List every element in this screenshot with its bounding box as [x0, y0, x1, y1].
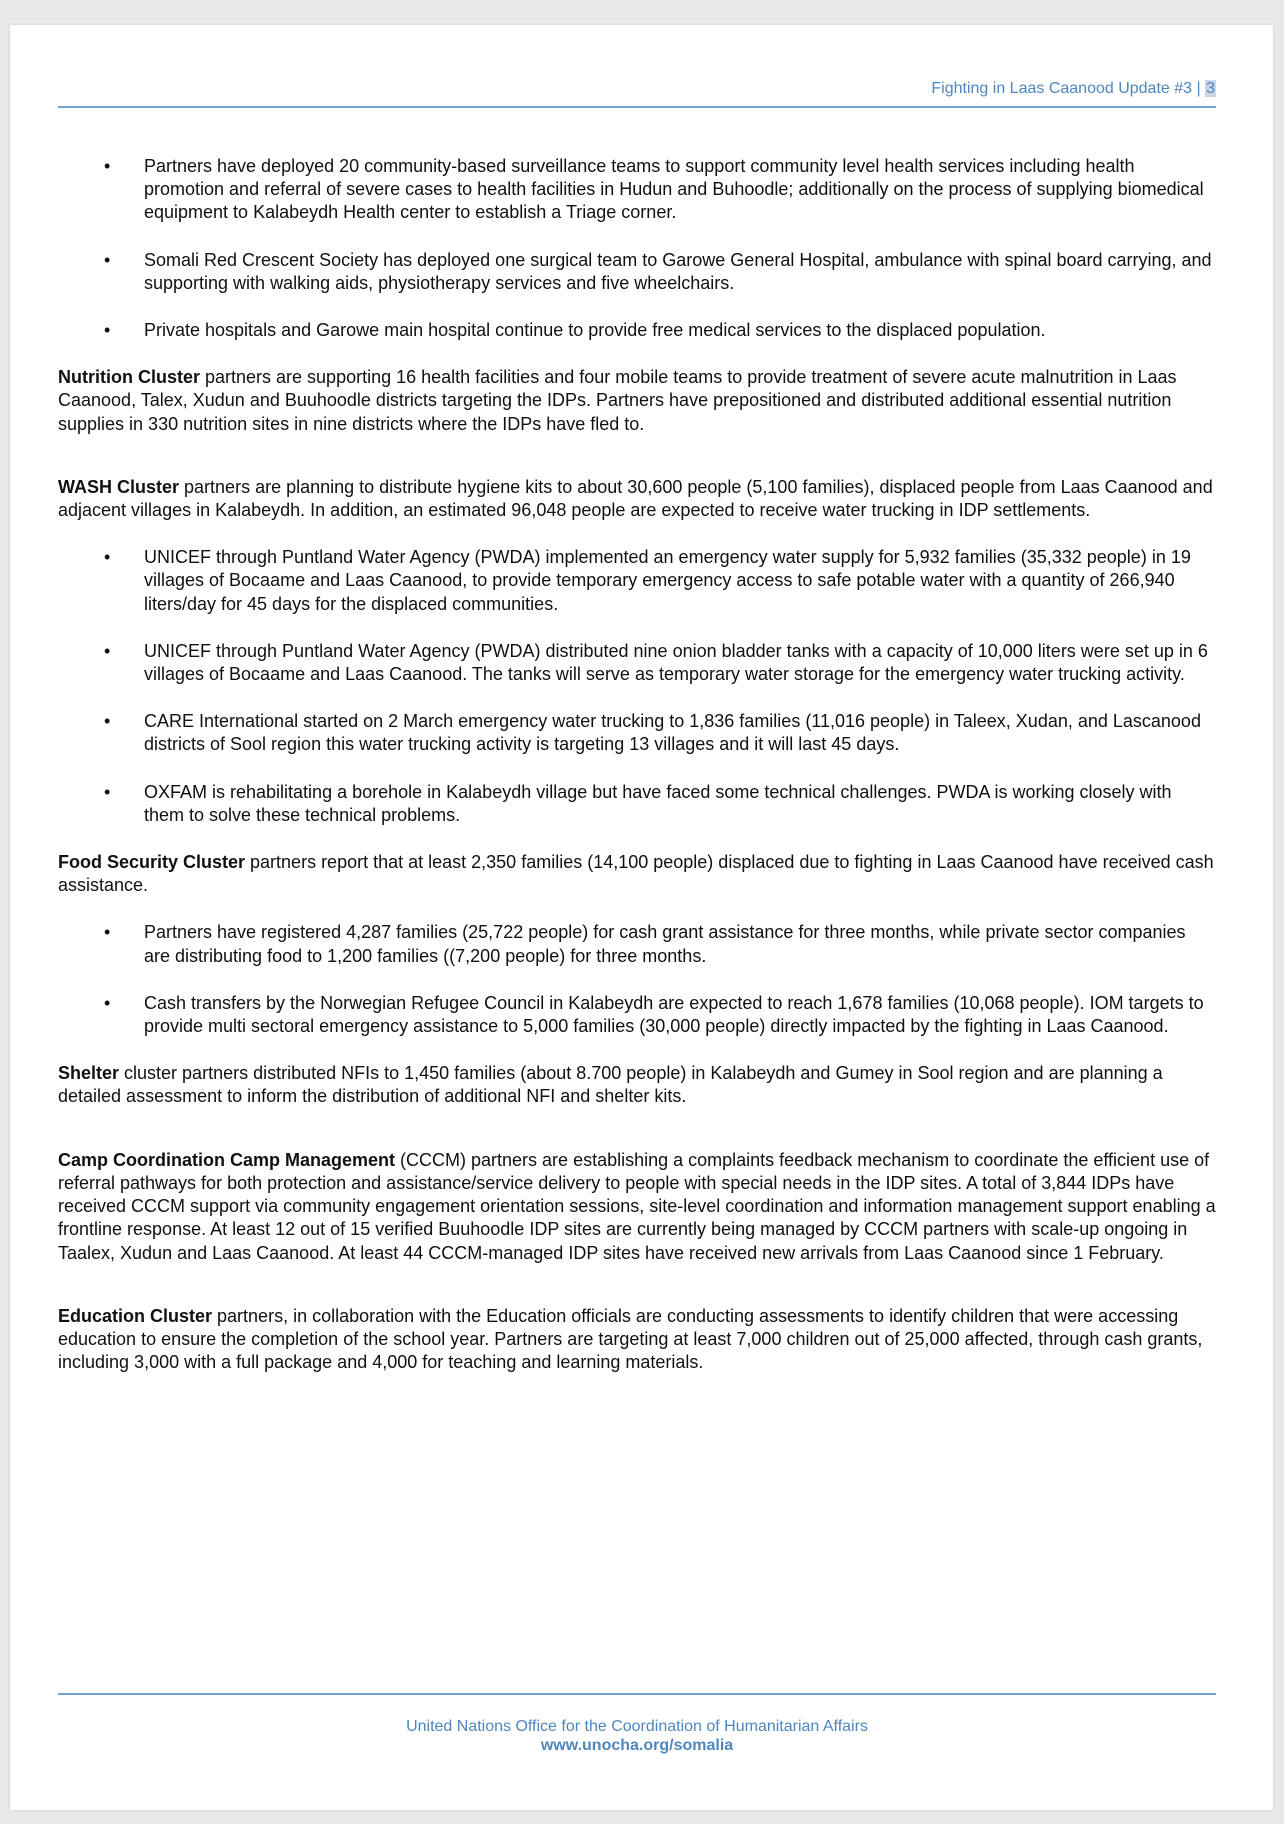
bullet-icon: •	[104, 640, 111, 661]
bullet-text: Private hospitals and Garowe main hospital continue to provide free medical services to the displaced population.	[144, 320, 1046, 341]
education-text: partners, in collaboration with the Education officials are conducting assessments to identify children that were accessing education to ensure the completion of the school year. Partners are targeting at least 7,000 children out of 25,000 affected, through cash grants, including 3,000 with a full package and 4,000 for teaching and learning materials.	[58, 1305, 1203, 1373]
wash-heading: WASH Cluster	[58, 476, 180, 497]
bullet-icon: •	[104, 781, 111, 802]
bullet-icon: •	[104, 320, 111, 341]
wash-text: partners are planning to distribute hygiene kits to about 30,600 people (5,100 families), displaced people from Laas Caanood and adjacent villages in Kalabeydh. In addition, an estimated 96,048 people are expected to receive water trucking in IDP settlements.	[58, 476, 1213, 521]
nutrition-paragraph	[58, 366, 1218, 436]
bullet-text: Partners have deployed 20 community-based surveillance teams to support community level health services including health promotion and referral of severe cases to health facilities in Hudun and Buhoodle; additionally on the process of supplying biomedical equipment to Kalabeydh Health center to establish a Triage corner.	[144, 156, 1204, 223]
bullet-icon: •	[104, 156, 111, 176]
wash-bullet-list	[58, 546, 1218, 827]
list-item	[58, 921, 1218, 967]
shelter-text: cluster partners distributed NFIs to 1,450 families (about 8.700 people) in Kalabeydh and Gumey in Sool region and are planning a detailed assessment to inform the distribution of additional NFI and shelter kits.	[58, 1063, 1163, 1107]
footer-url-link[interactable]: www.unocha.org/somalia	[540, 1737, 734, 1754]
bullet-icon: •	[104, 249, 111, 270]
wash-paragraph	[58, 476, 1218, 522]
bullet-icon: •	[104, 711, 111, 732]
list-item	[58, 249, 1218, 295]
list-item	[58, 546, 1218, 616]
list-item	[58, 710, 1218, 756]
bullet-text: UNICEF through Puntland Water Agency (PWDA) implemented an emergency water supply for 5,932 families (35,332 people) in 19 villages of Bocaame and Laas Caanood, to provide temporary emergency access to safe potable water with a quantity of 266,940 liters/day for 45 days for the displaced communities.	[144, 547, 1191, 614]
page-footer	[58, 1693, 1216, 1755]
education-paragraph	[58, 1305, 1218, 1375]
food-security-heading: Food Security Cluster	[58, 852, 246, 873]
list-item	[58, 155, 1218, 225]
health-bullet-list	[58, 155, 1218, 342]
nutrition-text: partners are supporting 16 health facilities and four mobile teams to provide treatment of severe acute malnutrition in Laas Caanood, Talex, Xudun and Buuhoodle districts targeting the IDPs. Partners have prepositioned and distributed additional essential nutrition supplies in 330 nutrition sites in nine districts where the IDPs have fled to.	[58, 367, 1177, 434]
bullet-text: CARE International started on 2 March emergency water trucking to 1,836 families (11,016 people) in Taleex, Xudan, and Lascanood districts of Sool region this water trucking activity is targeting 13 villages and it will last 45 days.	[144, 711, 1201, 755]
bullet-text: Somali Red Crescent Society has deployed one surgical team to Garowe General Hospital, ambulance with spinal board carrying, and supporting with walking aids, physiotherapy services and five wheelchairs.	[144, 249, 1212, 293]
bullet-text: OXFAM is rehabilitating a borehole in Kalabeydh village but have faced some technical challenges. PWDA is working closely with them to solve these technical problems.	[144, 781, 1172, 825]
bullet-icon: •	[104, 922, 111, 943]
cccm-heading: Camp Coordination Camp Management	[58, 1149, 396, 1170]
nutrition-heading: Nutrition Cluster	[58, 367, 200, 388]
bullet-text: Cash transfers by the Norwegian Refugee Council in Kalabeydh are expected to reach 1,678 families (10,068 people). IOM targets to provide multi sectoral emergency assistance to 5,000 families (30,000 people) directly impacted by the fighting in Laas Caanood.	[144, 992, 1204, 1037]
shelter-paragraph	[58, 1062, 1218, 1108]
cccm-text: (CCCM) partners are establishing a complaints feedback mechanism to coordinate the efficient use of referral pathways for both protection and assistance/service delivery to people with special needs in the IDP sites. A total of 3,844 IDPs have received CCCM support via community engagement orientation sessions, site-level coordination and information management support enabling a frontline response. At least 12 out of 15 verified Buuhoodle IDP sites are currently being managed by CCCM partners with scale-up ongoing in Taalex, Xudun and Laas Caanood. At least 44 CCCM-managed IDP sites have received new arrivals from Laas Caanood since 1 February.	[58, 1149, 1216, 1263]
footer-divider	[58, 1693, 1216, 1695]
header-divider	[58, 106, 1216, 108]
footer-organization: United Nations Office for the Coordination of Humanitarian Affairs	[406, 1718, 868, 1735]
food-security-paragraph	[58, 851, 1218, 897]
list-item	[58, 781, 1218, 827]
list-item	[58, 319, 1218, 342]
header-title-text: Fighting in Laas Caanood Update #3 |	[931, 80, 1206, 97]
education-heading: Education Cluster	[58, 1305, 213, 1326]
document-body	[58, 155, 1218, 1398]
bullet-icon: •	[104, 547, 111, 568]
food-security-text: partners report that at least 2,350 families (14,100 people) displaced due to fighting in Laas Caanood have received cash assistance.	[58, 852, 1214, 896]
list-item	[58, 640, 1218, 686]
list-item	[58, 992, 1218, 1038]
page-number: 3	[1206, 80, 1215, 97]
shelter-heading: Shelter	[58, 1063, 120, 1084]
page-header	[58, 80, 1216, 120]
food-bullet-list	[58, 921, 1218, 1038]
header-title	[931, 80, 1216, 98]
bullet-text: UNICEF through Puntland Water Agency (PWDA) distributed nine onion bladder tanks with a capacity of 10,000 liters were set up in 6 villages of Bocaame and Laas Caanood. The tanks will serve as temporary water storage for the emergency water trucking activity.	[144, 640, 1208, 685]
bullet-icon: •	[104, 992, 111, 1013]
bullet-text: Partners have registered 4,287 families (25,722 people) for cash grant assistance for three months, while private sector companies are distributing food to 1,200 families ((7,200 people) for three months.	[144, 922, 1186, 966]
cccm-paragraph	[58, 1149, 1218, 1265]
